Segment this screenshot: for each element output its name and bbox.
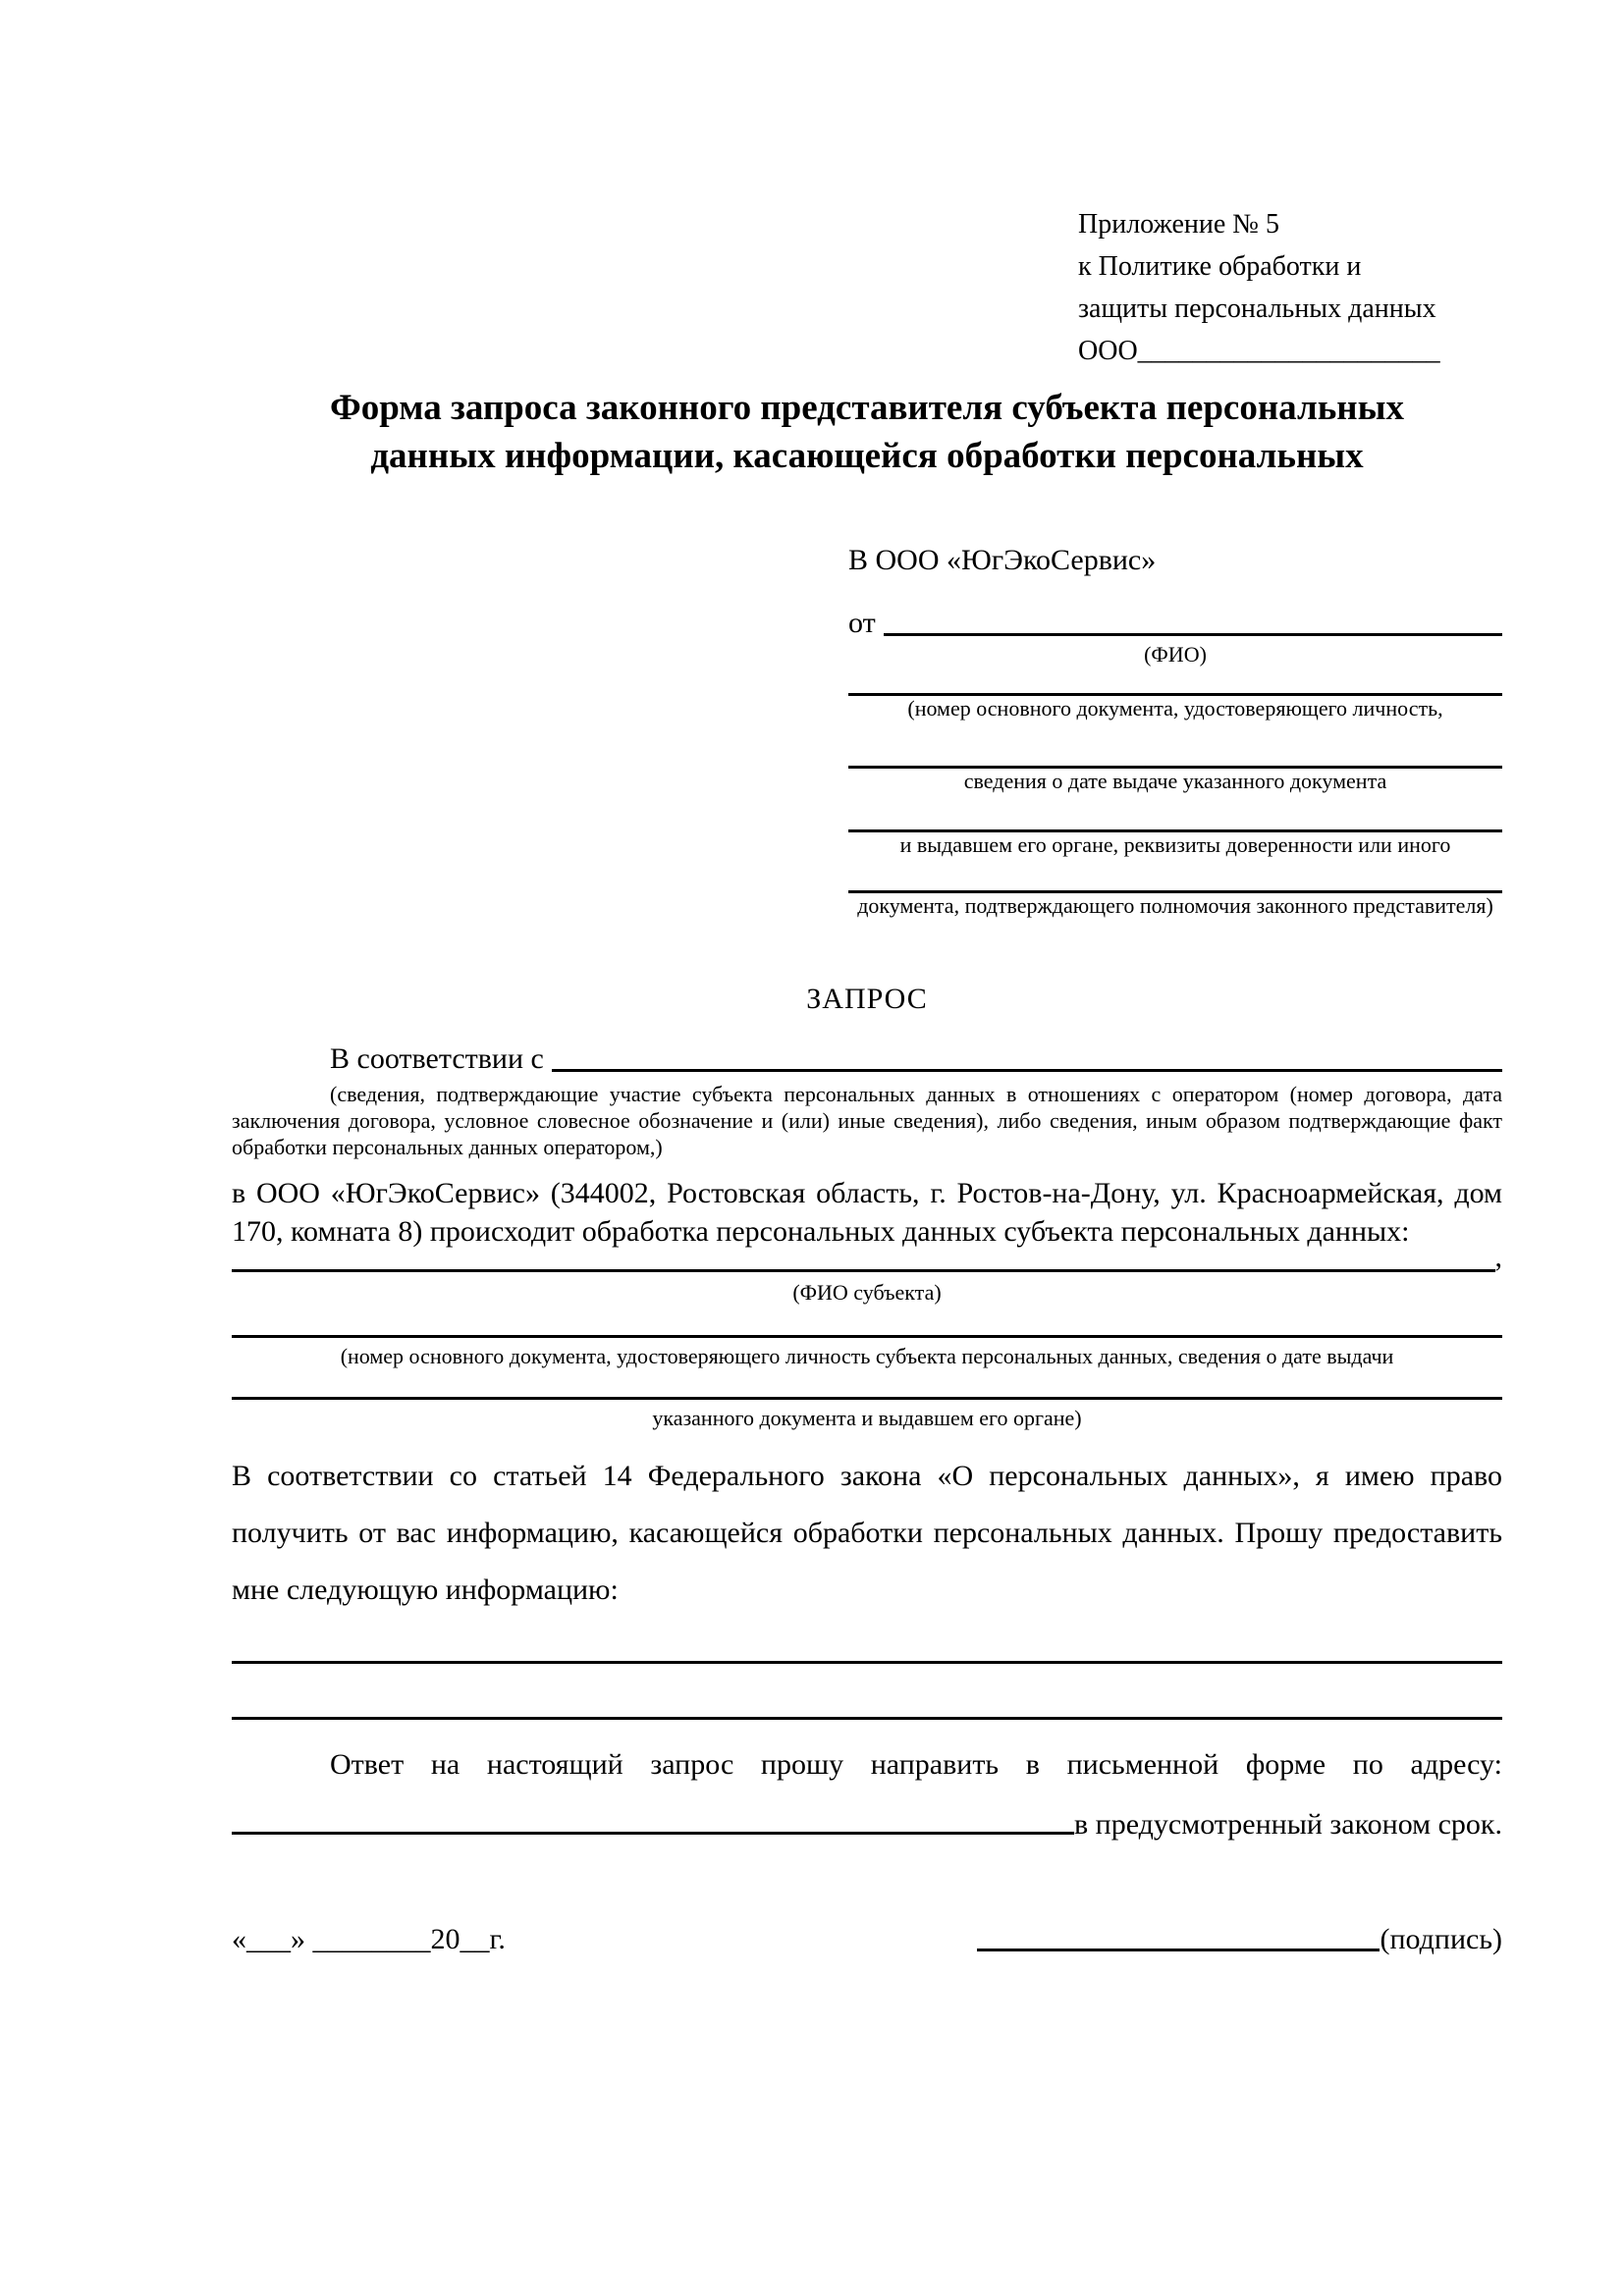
subject-authority-blank-line: [232, 1369, 1502, 1400]
subject-fio-comma: ,: [1494, 1241, 1502, 1273]
signature-caption: (подпись): [1380, 1923, 1502, 1955]
issue-date-caption: сведения о дате выдаче указанного документа: [963, 769, 1387, 793]
response-address-blank-line: [232, 1832, 1074, 1835]
subject-fio-row: [232, 1241, 1502, 1273]
subject-fio-caption: (ФИО субъекта): [792, 1280, 942, 1305]
request-heading: ЗАПРОС: [806, 983, 928, 1015]
accordance-note: (сведения, подтверждающие участие субъекта персональных данных в отношениях с оператором (номер договора, дата заключения договора, условное словесное обозначение и (или) иные сведения), либо сведения, иным образом подтверждающие факт обработки персональных данных оператором,): [232, 1082, 1502, 1159]
information-blank-line-1: [232, 1619, 1502, 1664]
appendix-ooo-blank-line: ООО______________________: [1078, 336, 1440, 366]
authority-document-caption: документа, подтверждающего полномочия законного представителя): [857, 893, 1493, 918]
document-title-line-1: Форма запроса законного представителя субъекта персональных: [329, 388, 1404, 428]
subject-authority-caption: указанного документа и выдавшем его органе): [652, 1406, 1082, 1430]
fio-blank-line: [884, 604, 1502, 636]
appendix-line-3: защиты персональных данных: [1078, 294, 1436, 324]
from-label: от: [848, 607, 876, 639]
signature-group: [977, 1920, 1502, 1958]
information-blank-line-2: [232, 1664, 1502, 1720]
subject-fio-blank-line: [232, 1269, 1495, 1272]
fio-caption: (ФИО): [1144, 642, 1207, 667]
addressee-from-row: [848, 604, 1502, 642]
signature-row: [232, 1920, 1502, 1958]
subject-document-caption: (номер основного документа, удостоверяющего личность субъекта персональных данных, сведения о дате выдачи: [340, 1344, 1394, 1368]
document-title-line-2: данных информации, касающейся обработки персональных: [370, 436, 1364, 476]
response-address-row: [232, 1805, 1502, 1843]
accordance-lead: В соответствии с: [330, 1042, 544, 1075]
appendix-block: [1078, 203, 1502, 372]
document-title: [232, 384, 1502, 480]
law-paragraph: В соответствии со статьей 14 Федерального закона «О персональных данных», я имею право получить от вас информацию, касающейся обработки персональных данных. Прошу предоставить мне следующую информацию:: [232, 1460, 1502, 1606]
response-tail: в предусмотренный законом срок.: [1074, 1808, 1502, 1841]
issuing-authority-blank-line: [848, 794, 1502, 832]
authority-document-blank-line: [848, 858, 1502, 893]
issuing-authority-caption: и выдавшем его органе, реквизиты доверенности или иного: [899, 832, 1451, 857]
addressee-block: [848, 541, 1502, 919]
accordance-row: [232, 1040, 1502, 1078]
addressee-to: В ООО «ЮгЭкоСервис»: [848, 544, 1157, 576]
accordance-blank-line: [552, 1040, 1502, 1072]
operator-paragraph: в ООО «ЮгЭкоСервис» (344002, Ростовская область, г. Ростов-на-Дону, ул. Красноармейская, дом 170, комната 8) происходит обработка персональных данных субъекта персональных данных:: [232, 1177, 1502, 1248]
document-number-blank-line: [848, 667, 1502, 696]
signature-blank-line: [977, 1949, 1380, 1951]
issue-date-blank-line: [848, 721, 1502, 769]
document-number-caption: (номер основного документа, удостоверяющего личность,: [907, 696, 1443, 721]
appendix-line-1: Приложение № 5: [1078, 209, 1279, 240]
date-blank-line: «___» ________20__г.: [232, 1923, 506, 1955]
subject-document-blank-line: [232, 1306, 1502, 1338]
appendix-line-2: к Политике обработки и: [1078, 251, 1362, 282]
response-paragraph: Ответ на настоящий запрос прошу направить в письменной форме по адресу:: [330, 1748, 1502, 1781]
